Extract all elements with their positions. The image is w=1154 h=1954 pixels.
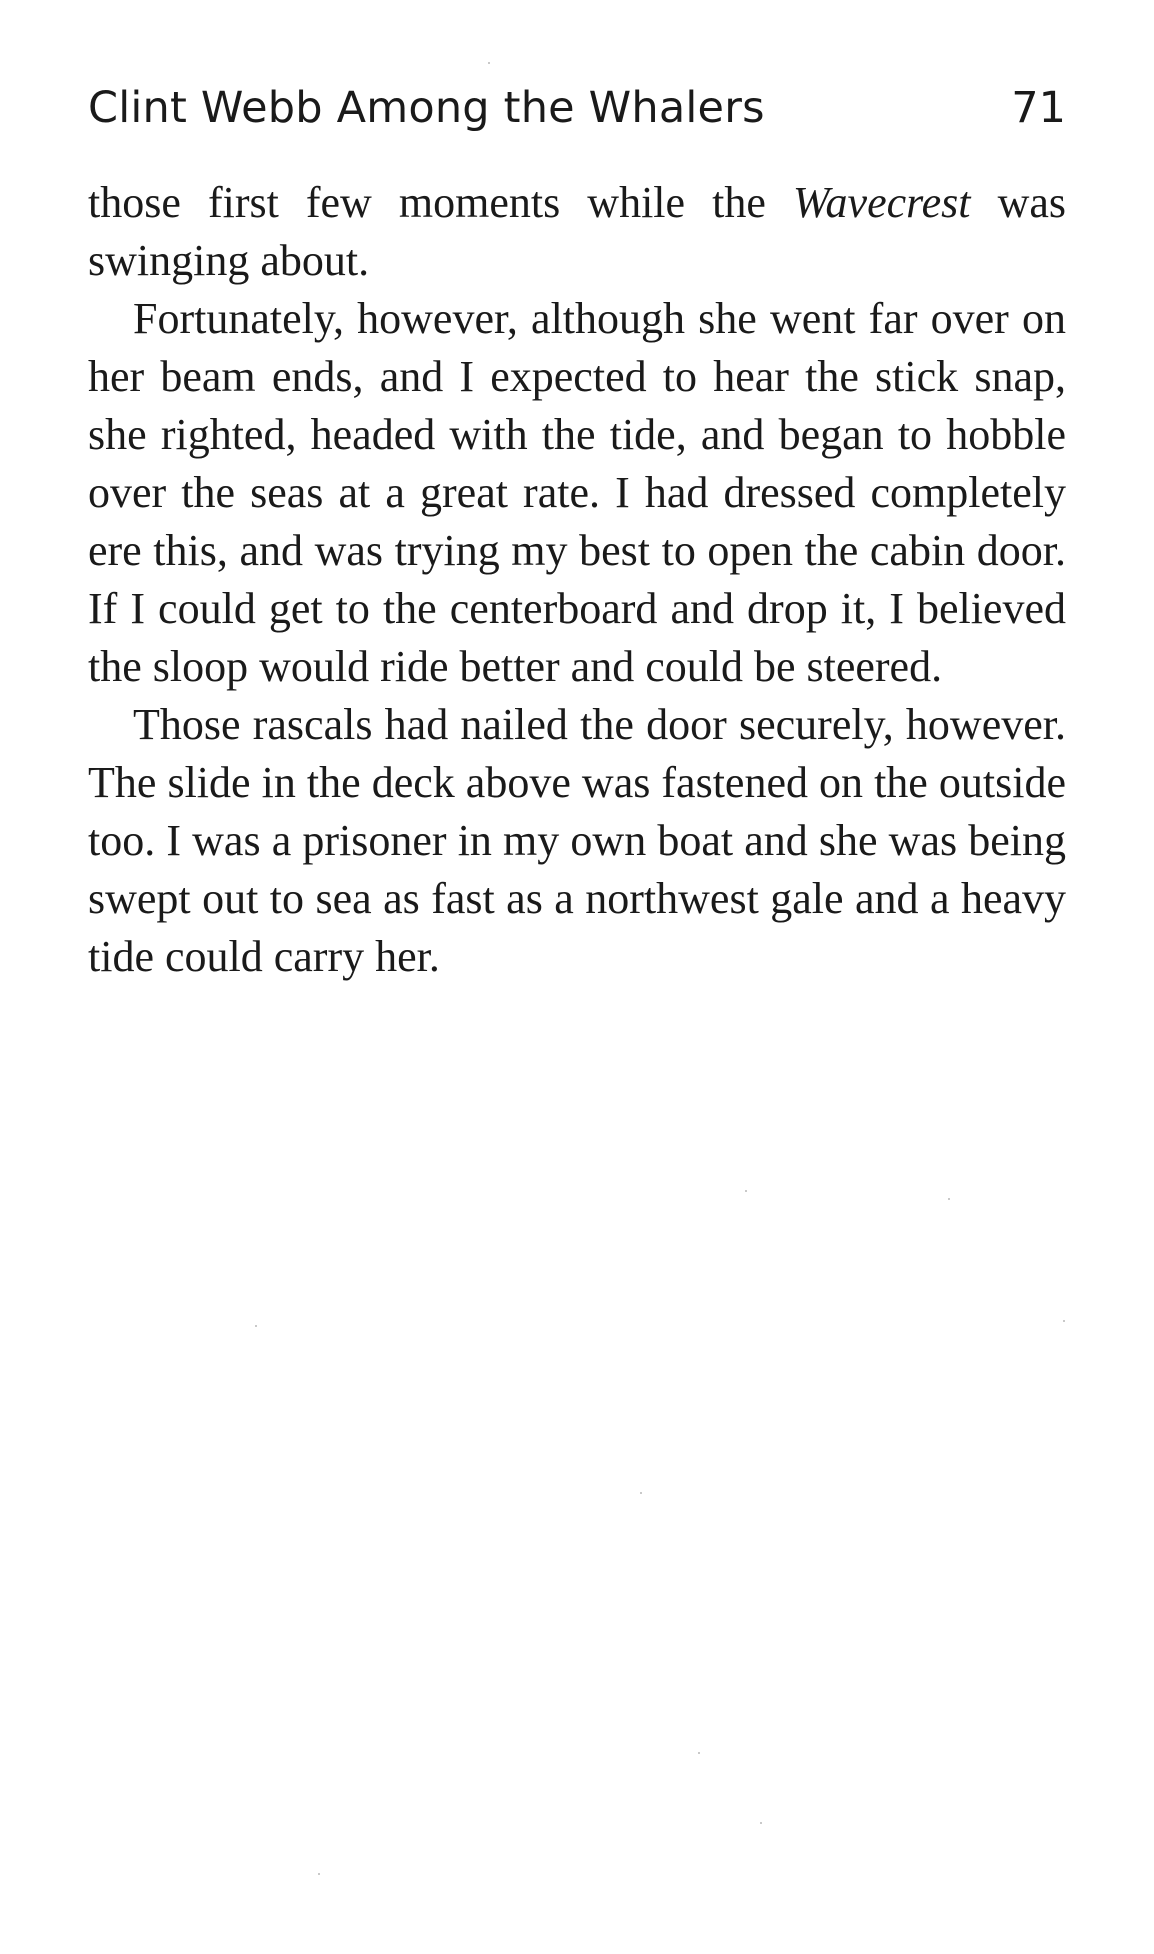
- scan-speck: [488, 62, 490, 64]
- paragraph-text: was swinging about.: [88, 178, 1066, 285]
- paragraph-text: those first few moments while the: [88, 178, 793, 227]
- running-title: Clint Webb Among the Whalers: [88, 83, 765, 133]
- body-text: [88, 174, 1066, 986]
- scan-speck: [640, 1492, 642, 1494]
- scan-speck: [255, 1325, 257, 1327]
- scan-speck: [948, 1198, 950, 1200]
- scan-speck: [698, 1752, 700, 1754]
- page-number: 71: [1011, 83, 1066, 133]
- scan-speck: [745, 1190, 747, 1192]
- running-head: [88, 78, 1066, 138]
- scan-speck: [318, 1873, 320, 1875]
- paragraph: Fortunately, however, although she went far over on her beam ends, and I expected to hear the stick snap, she righted, headed with the tide, and began to hobble over the seas at a great rate. I had dressed completely ere this, and was trying my best to open the cabin door. If I could get to the centerboard and drop it, I believed the sloop would ride better and could be steered.: [88, 294, 1066, 691]
- scan-speck: [1063, 1320, 1065, 1322]
- scan-speck: [760, 1822, 762, 1824]
- ship-name: Wavecrest: [792, 178, 971, 227]
- paragraph-continued: [88, 174, 1066, 290]
- paragraph: Those rascals had nailed the door securely, however. The slide in the deck above was fastened on the outside too. I was a prisoner in my own boat and she was being swept out to sea as fast as a northwest gale and a heavy tide could carry her.: [88, 700, 1066, 981]
